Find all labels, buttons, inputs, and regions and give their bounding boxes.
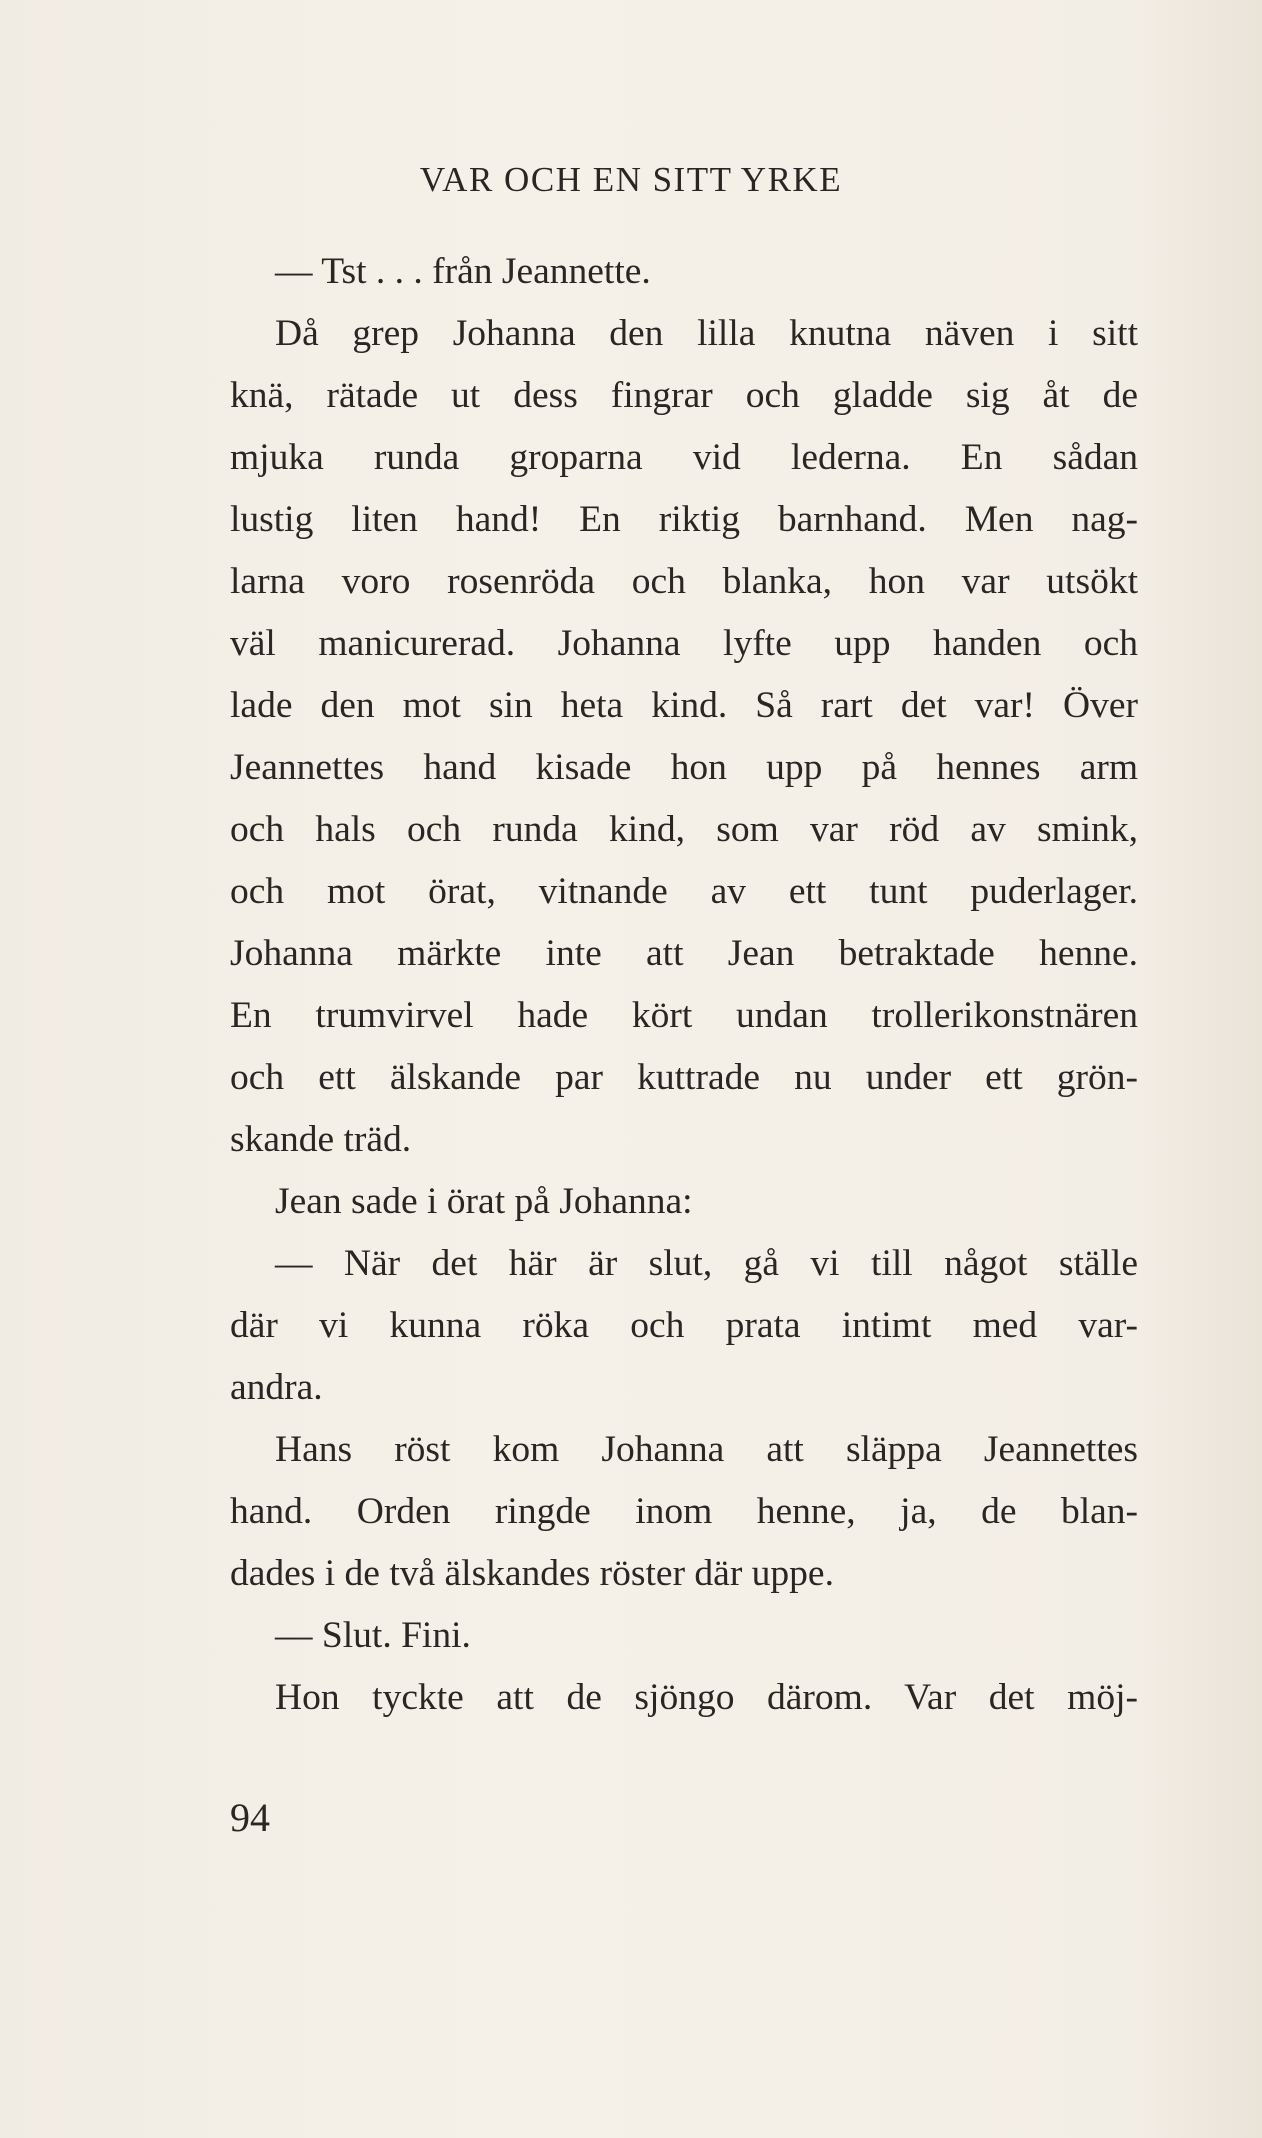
text-line: — Tst . . . från Jeannette.: [275, 251, 651, 292]
text-line: Hans röst kom Johanna att släppa Jeannettes: [275, 1429, 1138, 1470]
text-line: lade den mot sin heta kind. Så rart det var! Över: [230, 685, 1138, 726]
text-line: hand. Orden ringde inom henne, ja, de blan-: [230, 1491, 1138, 1532]
text-line: — När det här är slut, gå vi till något ställe: [275, 1243, 1138, 1284]
text-line: väl manicurerad. Johanna lyfte upp handen och: [230, 623, 1138, 664]
running-head: VAR OCH EN SITT YRKE: [419, 160, 843, 199]
text-line: Jean sade i örat på Johanna:: [275, 1181, 693, 1222]
text-line: där vi kunna röka och prata intimt med var-: [230, 1305, 1138, 1346]
text-line: — Slut. Fini.: [275, 1615, 471, 1656]
text-line: skande träd.: [230, 1119, 412, 1160]
text-line: Jeannettes hand kisade hon upp på hennes arm: [230, 747, 1138, 788]
text-line: larna voro rosenröda och blanka, hon var utsökt: [230, 561, 1138, 602]
text-line: dades i de två älskandes röster där uppe.: [230, 1553, 834, 1594]
text-line: lustig liten hand! En riktig barnhand. Men nag-: [230, 499, 1138, 540]
page-number: 94: [230, 1795, 270, 1840]
text-line: En trumvirvel hade kört undan trollerikonstnären: [230, 995, 1138, 1036]
text-line: knä, rätade ut dess fingrar och gladde sig åt de: [230, 375, 1138, 416]
text-line: andra.: [230, 1367, 323, 1408]
text-line: Johanna märkte inte att Jean betraktade henne.: [230, 933, 1138, 974]
text-line: och hals och runda kind, som var röd av smink,: [230, 809, 1138, 850]
text-line: Hon tyckte att de sjöngo därom. Var det möj-: [275, 1677, 1138, 1718]
text-line: och mot örat, vitnande av ett tunt puderlager.: [230, 871, 1138, 912]
text-line: mjuka runda groparna vid lederna. En sådan: [230, 437, 1138, 478]
text-line: Då grep Johanna den lilla knutna näven i sitt: [275, 313, 1138, 354]
text-line: och ett älskande par kuttrade nu under ett grön-: [230, 1057, 1138, 1098]
